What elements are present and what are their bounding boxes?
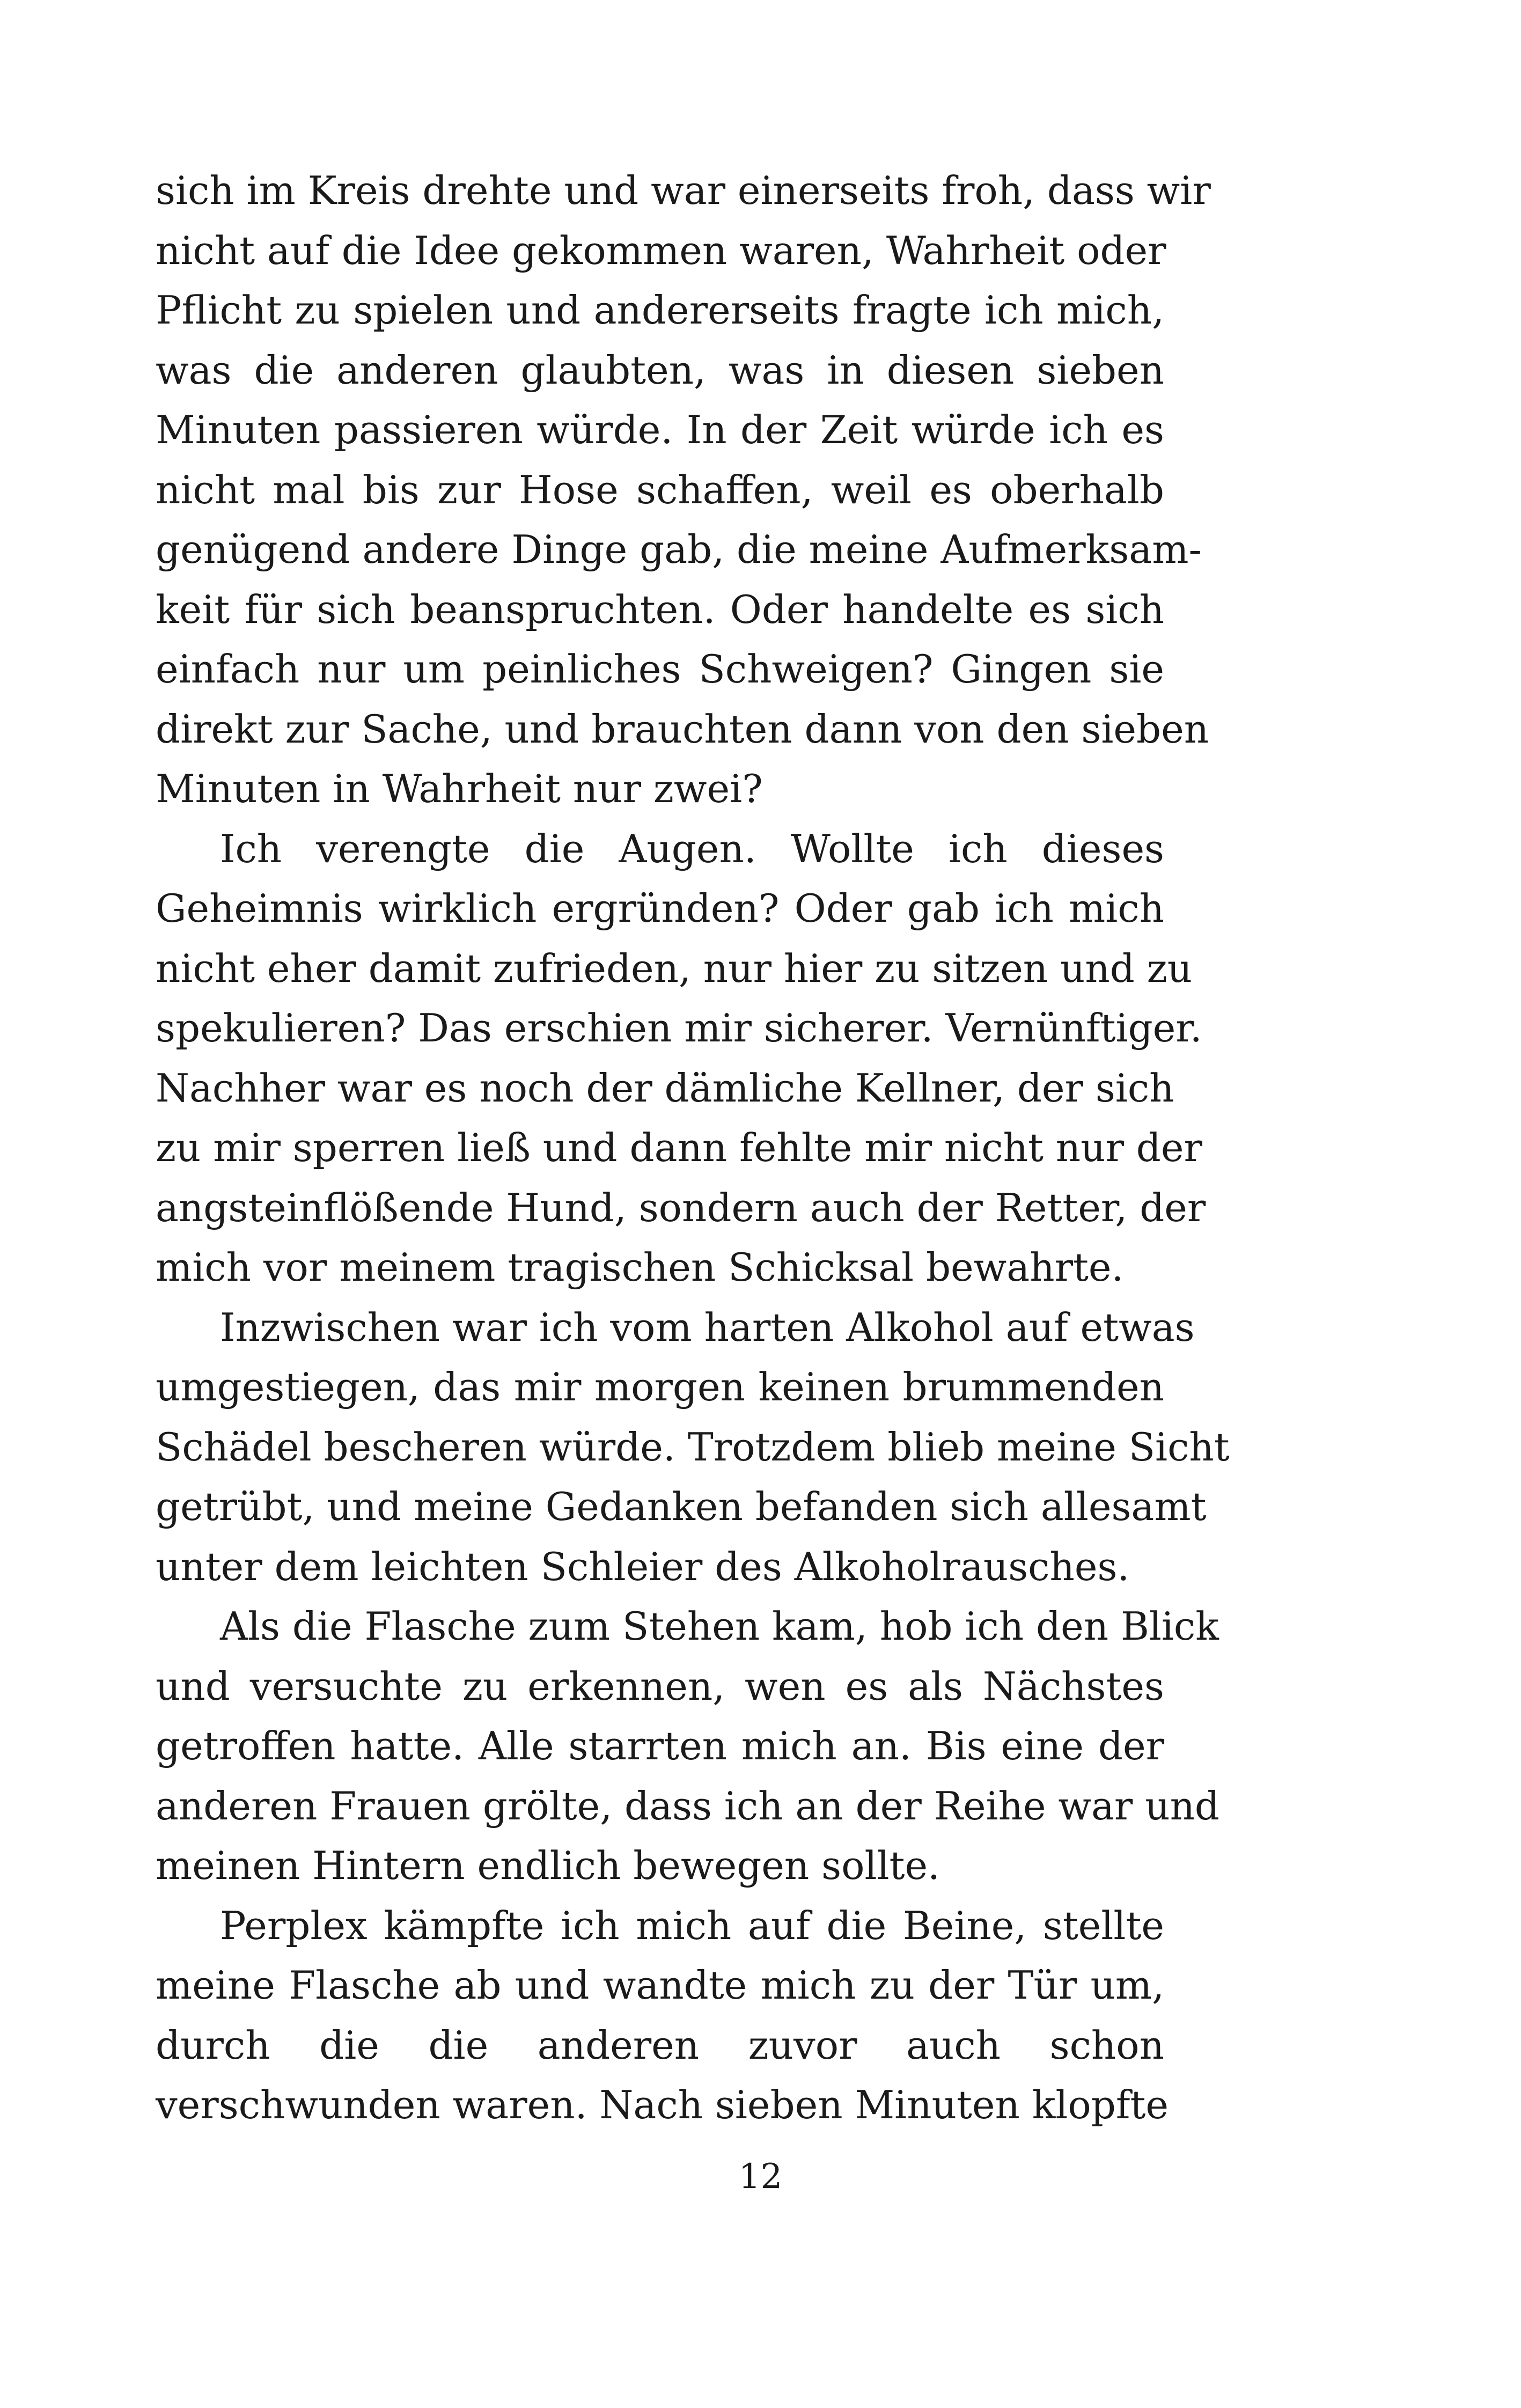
text-line: getrübt, und meine Gedanken befanden sich allesamt (156, 1484, 1207, 1529)
text-line: nicht mal bis zur Hose schaffen, weil es oberhalb (156, 467, 1164, 512)
text-line: nicht auf die Idee gekommen waren, Wahrheit oder (156, 227, 1166, 273)
paragraph (156, 161, 1211, 819)
text-line: Nachher war es noch der dämliche Kellner, der sich (156, 1065, 1174, 1111)
text-line: einfach nur um peinliches Schweigen? Gingen sie (156, 647, 1164, 692)
text-line: Inzwischen war ich vom harten Alkohol auf etwas (220, 1304, 1195, 1350)
paragraph (156, 1896, 1169, 2135)
text-line: unter dem leichten Schleier des Alkoholrausches. (156, 1544, 1130, 1589)
text-line: spekulieren? Das erschien mir sicherer. Vernünftiger. (156, 1005, 1202, 1051)
paragraph (156, 1298, 1230, 1597)
text-line: zu mir sperren ließ und dann fehlte mir nicht nur der (156, 1125, 1202, 1170)
text-line: mich vor meinem tragischen Schicksal bewahrte. (156, 1245, 1124, 1290)
text-line: sich im Kreis drehte und war einerseits froh, dass wir (156, 168, 1211, 213)
text-line: durch die die anderen zuvor auch schon (156, 2022, 1164, 2068)
text-line: verschwunden waren. Nach sieben Minuten klopfte (156, 2082, 1169, 2127)
text-line: Ich verengte die Augen. Wollte ich dieses (220, 826, 1164, 871)
text-line: anderen Frauen grölte, dass ich an der Reihe war und (156, 1783, 1220, 1829)
text-line: was die anderen glaubten, was in diesen sieben (156, 347, 1164, 393)
paragraph (156, 819, 1206, 1298)
text-line: Pflicht zu spielen und andererseits fragte ich mich, (156, 288, 1164, 333)
text-line: keit für sich beanspruchten. Oder handelte es sich (156, 586, 1164, 632)
page-number: 12 (738, 2157, 783, 2197)
text-line: Minuten in Wahrheit nur zwei? (156, 766, 763, 811)
text-line: getroffen hatte. Alle starrten mich an. Bis eine der (156, 1723, 1164, 1768)
text-line: nicht eher damit zufrieden, nur hier zu sitzen und zu (156, 945, 1193, 991)
paragraph (156, 1597, 1220, 1896)
text-line: direkt zur Sache, und brauchten dann von den sieben (156, 706, 1209, 752)
text-line: umgestiegen, das mir morgen keinen brummenden (156, 1364, 1164, 1409)
text-line: und versuchte zu erkennen, wen es als Nächstes (156, 1663, 1164, 1709)
text-line: Perplex kämpfte ich mich auf die Beine, stellte (220, 1903, 1164, 1948)
text-line: Schädel bescheren würde. Trotzdem blieb meine Sicht (156, 1424, 1230, 1470)
text-line: genügend andere Dinge gab, die meine Aufmerksam- (156, 527, 1202, 572)
text-line: meine Flasche ab und wandte mich zu der Tür um, (156, 1963, 1164, 2008)
text-line: Geheimnis wirklich ergründen? Oder gab ich mich (156, 886, 1164, 931)
text-line: Minuten passieren würde. In der Zeit würde ich es (156, 407, 1164, 452)
text-line: angsteinflößende Hund, sondern auch der Retter, der (156, 1185, 1206, 1230)
body-text (156, 161, 1230, 2135)
text-line: Als die Flasche zum Stehen kam, hob ich den Blick (220, 1604, 1219, 1649)
text-line: meinen Hintern endlich bewegen sollte. (156, 1843, 940, 1888)
